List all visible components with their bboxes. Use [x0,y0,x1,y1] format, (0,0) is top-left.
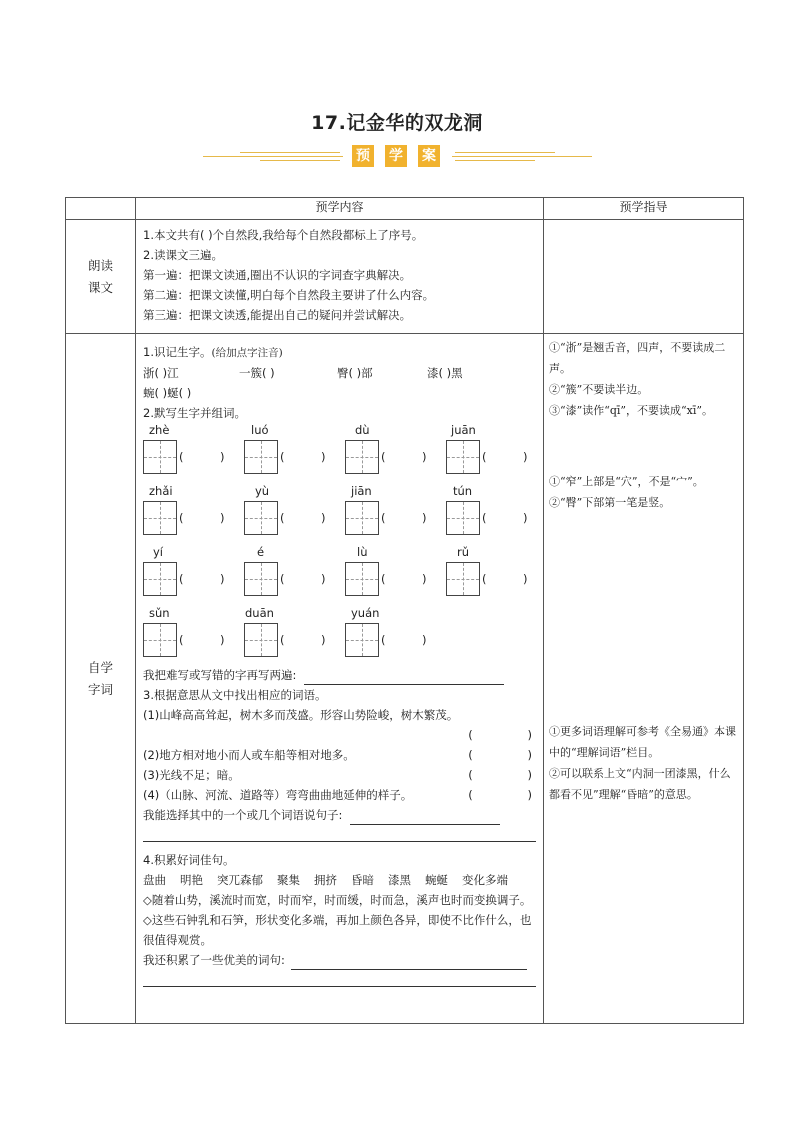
q4-word: 突兀森郁 [217,873,263,887]
writing-box[interactable] [143,562,177,596]
section-label-reading: 朗读 课文 [66,220,136,334]
word-blank[interactable]: ( ) [280,633,326,647]
rewrite-prompt: 我把难写或写错的字再写两遍: [143,668,297,682]
q1-hint: (给加点字注音) [211,347,283,359]
word-blank[interactable]: ( ) [381,511,427,525]
q1-char: 漆( )黑 [427,366,463,380]
writing-box[interactable] [446,562,480,596]
q3-item: (2)地方相对地小而人或车船等相对地多。 [143,748,355,762]
pinyin: é [257,545,265,559]
q3-blank[interactable]: ( ) [468,748,532,762]
q3-item: (4)（山脉、河流、道路等）弯弯曲曲地延伸的样子。 [143,788,413,802]
writing-box[interactable] [143,440,177,474]
q3-blank[interactable]: ( ) [468,768,532,782]
q1-char: 臀( )部 [337,366,373,380]
reading-line: 2.读课文三遍。 [143,248,223,262]
writing-box[interactable] [446,501,480,535]
pinyin: lù [357,545,368,559]
word-blank[interactable]: ( ) [280,572,326,586]
word-blank[interactable]: ( ) [179,450,225,464]
q3-item: (1)山峰高高耸起，树木多而茂盛。形容山势险峻，树木繁茂。 [143,708,459,722]
word-blank[interactable]: ( ) [280,450,326,464]
reading-guide [544,220,744,334]
collect-line[interactable] [143,970,536,987]
reading-line: 1.本文共有( )个自然段,我给每个自然段都标上了序号。 [143,228,424,242]
word-blank[interactable]: ( ) [482,572,528,586]
pinyin: yuán [351,606,380,620]
badge-char-2: 学 [385,145,407,167]
q4-word: 蜿蜒 [425,873,448,887]
q4-word: 漆黑 [388,873,411,887]
writing-box[interactable] [244,623,278,657]
worksheet-table [65,197,744,1024]
pinyin: zhè [149,423,170,437]
writing-box[interactable] [345,562,379,596]
writing-box[interactable] [244,562,278,596]
q4-word: 拥挤 [314,873,337,887]
guide-note: ①“浙”是翘舌音，四声，不要读成二声。 [549,341,726,375]
pinyin: juān [451,423,476,437]
q3-blank[interactable]: ( ) [468,728,532,742]
writing-box[interactable] [244,501,278,535]
q3-blank[interactable]: ( ) [468,788,532,802]
writing-box[interactable] [446,440,480,474]
reading-line: 第一遍：把课文读通,圈出不认识的字词查字典解决。 [143,268,412,282]
badge-char-3: 案 [418,145,440,167]
guide-note: ③“漆”读作“qī”，不要读成“xī”。 [549,404,714,417]
q4-word: 盘曲 [143,873,166,887]
q2-title: 2.默写生字并组词。 [143,406,246,420]
guide-note: ②“臀”下部第一笔是竖。 [549,496,671,509]
q3-title: 3.根据意思从文中找出相应的词语。 [143,688,327,702]
q4-word: 变化多端 [462,873,508,887]
word-blank[interactable]: ( ) [179,511,225,525]
writing-box[interactable] [345,440,379,474]
q4-collect-prompt: 我还积累了一些优美的词句: [143,953,285,967]
q1-title: 1.识记生字。 [143,345,212,359]
pinyin: dù [355,423,370,437]
section-label-vocab: 自学 字词 [66,334,136,1024]
collect-line[interactable] [291,955,527,970]
vocab-content [136,334,544,1024]
q1-char: 蜿( )蜒( ) [143,386,192,400]
q4-title: 4.积累好词佳句。 [143,853,235,867]
page-title: 17.记金华的双龙洞 [311,112,483,134]
rewrite-line[interactable] [304,670,504,685]
q4-sentence: ◇这些石钟乳和石笋，形状变化多端，再加上颜色各异，即使不比作什么，也很值得观赏。 [143,913,532,947]
q4-word: 昏暗 [351,873,374,887]
writing-box[interactable] [244,440,278,474]
writing-box[interactable] [345,501,379,535]
pinyin: jiān [351,484,372,498]
q4-word: 明艳 [180,873,203,887]
guide-note: ②可以联系上文“内洞一团漆黑，什么都看不见”理解“昏暗”的意思。 [549,767,731,801]
word-blank[interactable]: ( ) [482,511,528,525]
q3-sentence-prompt: 我能选择其中的一个或几个词语说句子: [143,808,343,822]
header-blank [66,198,136,220]
word-blank[interactable]: ( ) [280,511,326,525]
q3-item: (3)光线不足；暗。 [143,768,240,782]
word-blank[interactable]: ( ) [179,633,225,647]
pinyin: duān [245,606,274,620]
q4-sentence: ◇随着山势，溪流时而宽，时而窄，时而缓，时而急，溪声也时而变换调子。 [143,893,532,907]
word-blank[interactable]: ( ) [179,572,225,586]
pinyin: sǔn [149,606,170,620]
writing-box[interactable] [345,623,379,657]
guide-note: ②“簇”不要读半边。 [549,383,649,396]
header-content: 预学内容 [136,198,544,220]
pinyin: yí [153,545,164,559]
q4-word: 聚集 [277,873,300,887]
sentence-line[interactable] [143,825,536,842]
reading-content [136,220,544,334]
writing-box[interactable] [143,501,177,535]
reading-line: 第三遍：把课文读透,能提出自己的疑问并尝试解决。 [143,308,412,322]
header-guide: 预学指导 [544,198,744,220]
badge-char-1: 预 [352,145,374,167]
word-blank[interactable]: ( ) [482,450,528,464]
guide-note: ①“窄”上部是“穴”，不是“宀”。 [549,475,704,488]
q1-char: 一簇( ) [239,366,275,380]
pinyin: yù [255,484,270,498]
writing-box[interactable] [143,623,177,657]
word-blank[interactable]: ( ) [381,450,427,464]
sentence-line[interactable] [350,810,500,825]
vocab-guide [544,334,744,1024]
q1-char: 浙( )江 [143,366,179,380]
reading-line: 第二遍：把课文读懂,明白每个自然段主要讲了什么内容。 [143,288,435,302]
word-blank[interactable]: ( ) [381,633,427,647]
guide-note: ①更多词语理解可参考《全易通》本课中的“理解词语”栏目。 [549,725,736,759]
pinyin: zhǎi [149,484,173,498]
pinyin: luó [251,423,269,437]
pinyin: rǔ [457,545,470,559]
word-blank[interactable]: ( ) [381,572,427,586]
pinyin: tún [453,484,473,498]
